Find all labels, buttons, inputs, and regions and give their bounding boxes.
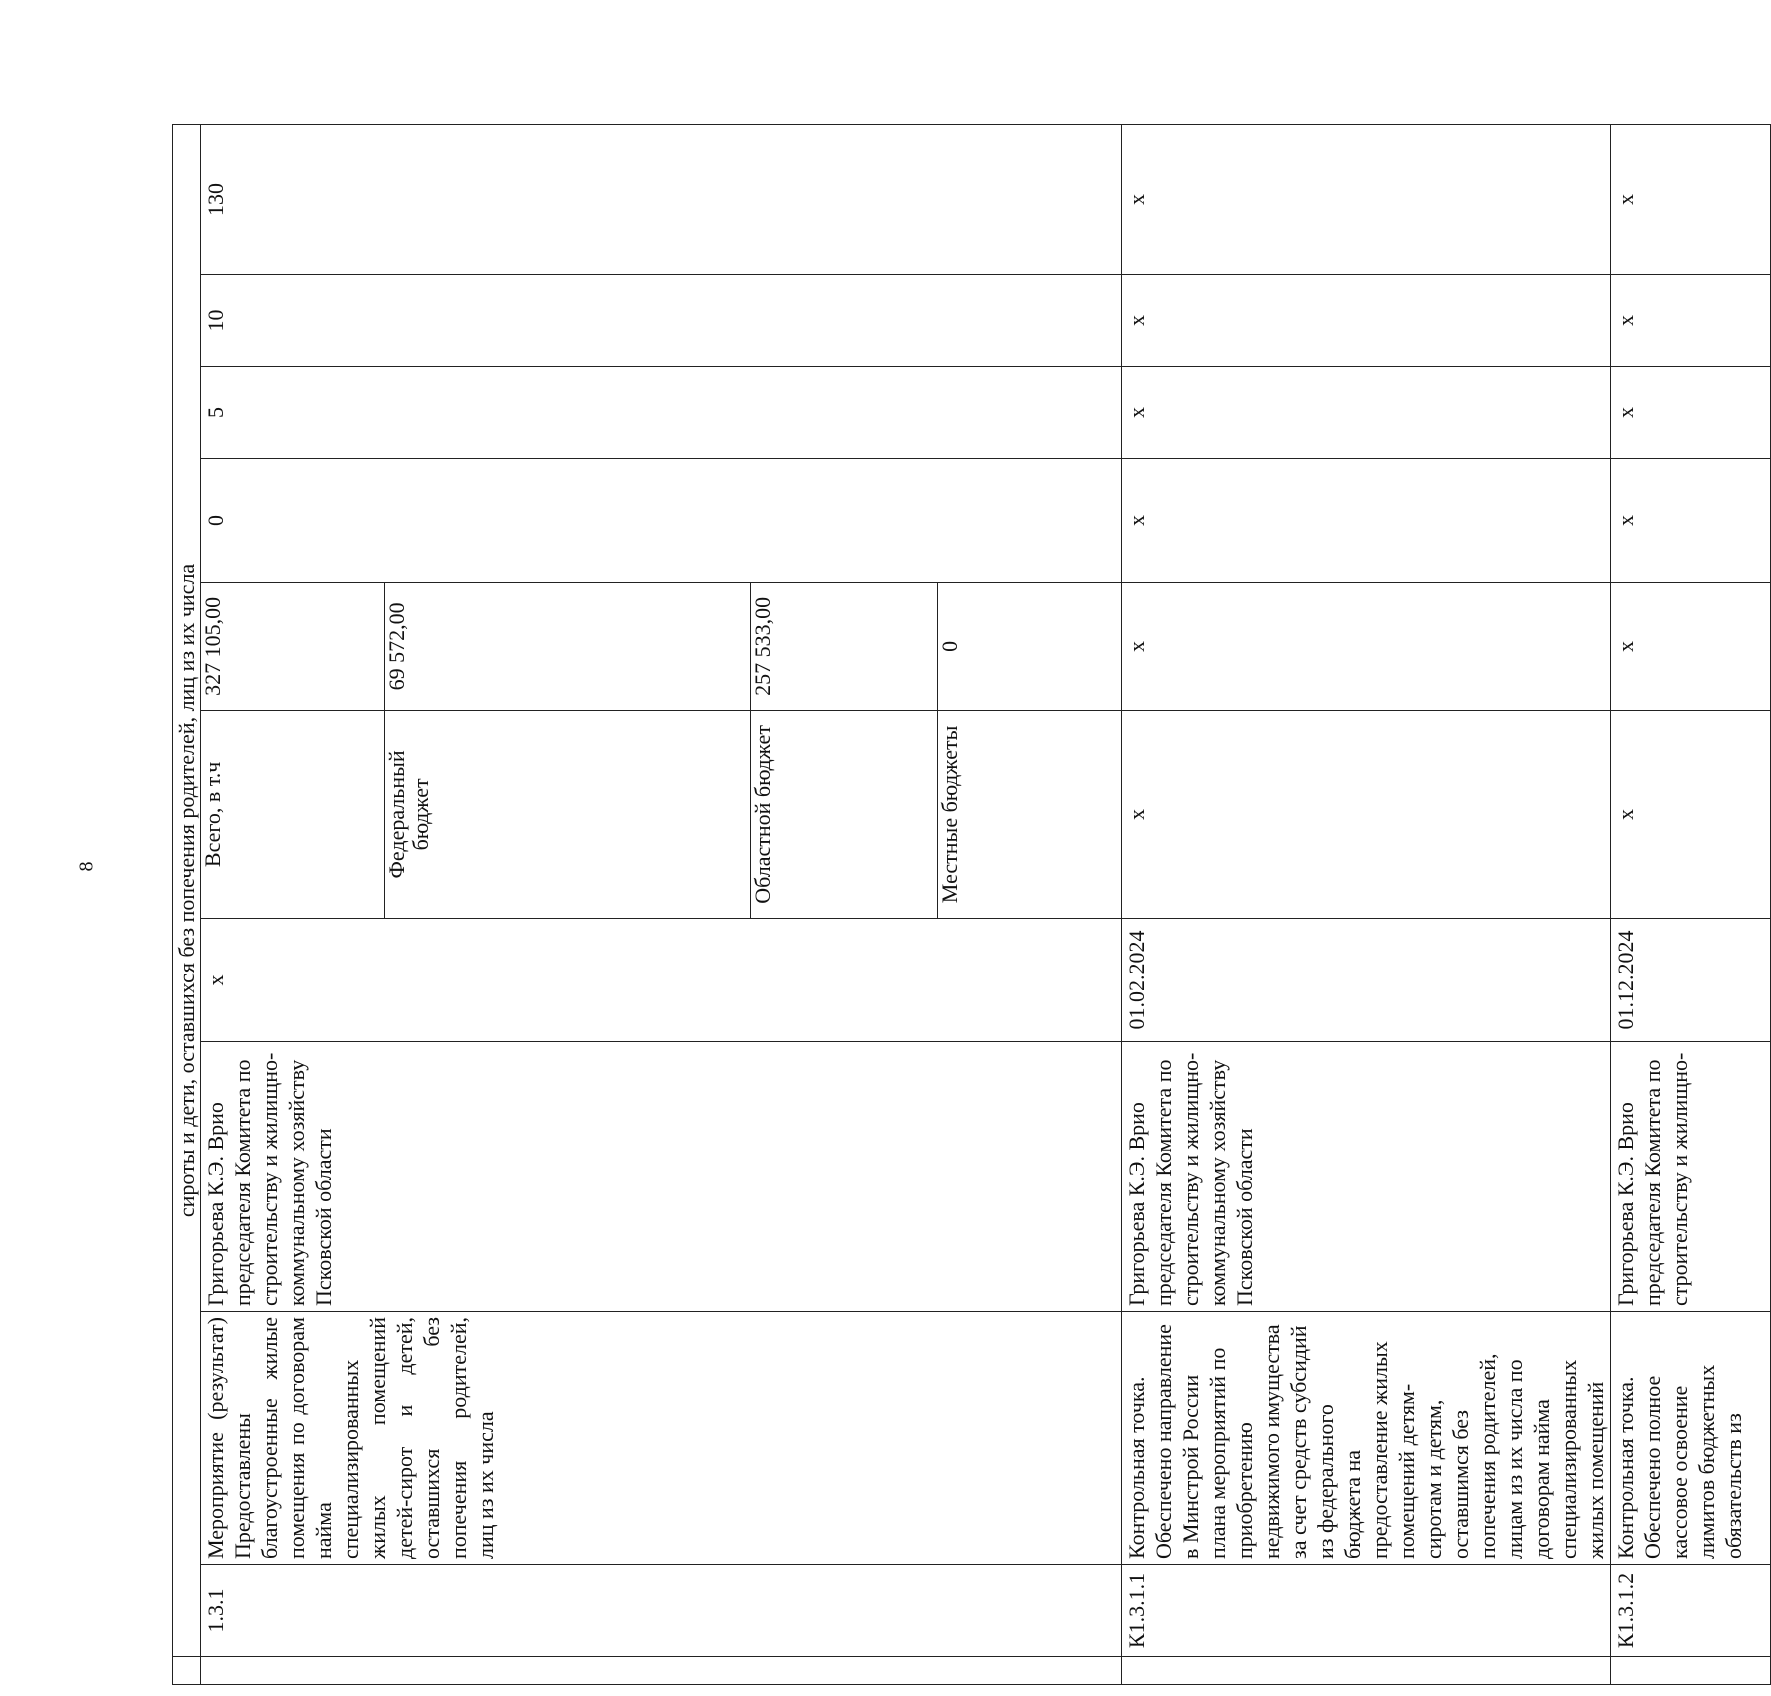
section-title: сироты и дети, оставшихся без попечения родителей, лиц из их числа bbox=[173, 124, 201, 1656]
budget-value: x bbox=[1122, 583, 1611, 711]
deadline-date: 01.12.2024 bbox=[1611, 919, 1771, 1042]
responsible-person: Григорьева К.Э. Врио председателя Комитета по строительству и жилищно-коммунальному хозяйству Псковской области bbox=[1122, 1042, 1611, 1312]
deadline-date: x bbox=[201, 919, 1122, 1042]
rotated-table-wrapper bbox=[172, 125, 1746, 1685]
blank-cell bbox=[1611, 1657, 1771, 1685]
value-4: x bbox=[1122, 124, 1611, 274]
budget-label: Всего, в т.ч bbox=[201, 710, 384, 918]
blank-cell bbox=[201, 1657, 1122, 1685]
section-title-row bbox=[173, 124, 201, 1684]
value-3: x bbox=[1122, 275, 1611, 367]
table-row bbox=[1611, 124, 1771, 1684]
value-1: x bbox=[1122, 459, 1611, 583]
responsible-person: Григорьева К.Э. Врио председателя Комитета по строительству и жилищно- bbox=[1611, 1042, 1771, 1312]
page-number: 8 bbox=[75, 861, 98, 872]
plan-table bbox=[172, 124, 1771, 1685]
budget-label: Местные бюджеты bbox=[938, 710, 1121, 918]
budget-value: 0 bbox=[937, 640, 963, 652]
value-2: 5 bbox=[201, 367, 1122, 459]
value-4: 130 bbox=[201, 124, 1122, 274]
row-title: Контрольная точка. Обеспечено полное кассовое освоение лимитов бюджетных обязательств из bbox=[1611, 1312, 1771, 1565]
value-3: x bbox=[1611, 275, 1771, 367]
budget-label: Областной бюджет bbox=[751, 710, 938, 918]
budget-label: Федеральный бюджет bbox=[384, 710, 751, 918]
budget-value: x bbox=[1611, 583, 1771, 711]
budget-value: 327 105,00 bbox=[201, 583, 384, 710]
row-title: Мероприятие (результат) Предоставлены благоустроенные жилые помещения по договорам найма специализированных жилых помещений детей-сирот и детей, оставшихся без попечения родителей, лиц из их числа bbox=[201, 1312, 1122, 1565]
budget-value: 69 572,00 bbox=[384, 583, 751, 710]
blank-cell bbox=[173, 1657, 201, 1685]
value-3: 10 bbox=[201, 275, 1122, 367]
blank-cell bbox=[1122, 1657, 1611, 1685]
responsible-person: Григорьева К.Э. Врио председателя Комитета по строительству и жилищно-коммунальному хозяйству Псковской области bbox=[201, 1042, 1122, 1312]
budget-breakdown bbox=[201, 583, 1121, 918]
table-row bbox=[1122, 124, 1611, 1684]
row-number: 1.3.1 bbox=[201, 1565, 1122, 1657]
budget-value: 257 533,00 bbox=[751, 583, 938, 710]
row-number: К1.3.1.1 bbox=[1122, 1565, 1611, 1657]
budget-label: x bbox=[1122, 711, 1611, 919]
value-4: x bbox=[1611, 124, 1771, 274]
budget-cell bbox=[201, 583, 1122, 919]
row-title: Контрольная точка. Обеспечено направление в Минстрой России плана мероприятий по приобретению недвижимого имущества за счет средств субсидий из федерального бюджета на предоставление жилых помещений детям-сиротам и детям, оставшимся без попечения родителей, лицам из их числа по договорам найма специализированных жилых помещений bbox=[1122, 1312, 1611, 1565]
value-1: x bbox=[1611, 459, 1771, 583]
row-number: К1.3.1.2 bbox=[1611, 1565, 1771, 1657]
value-1: 0 bbox=[201, 459, 1122, 583]
table-row bbox=[201, 124, 1122, 1684]
deadline-date: 01.02.2024 bbox=[1122, 919, 1611, 1042]
value-2: x bbox=[1611, 367, 1771, 459]
budget-label: x bbox=[1611, 711, 1771, 919]
value-2: x bbox=[1122, 367, 1611, 459]
